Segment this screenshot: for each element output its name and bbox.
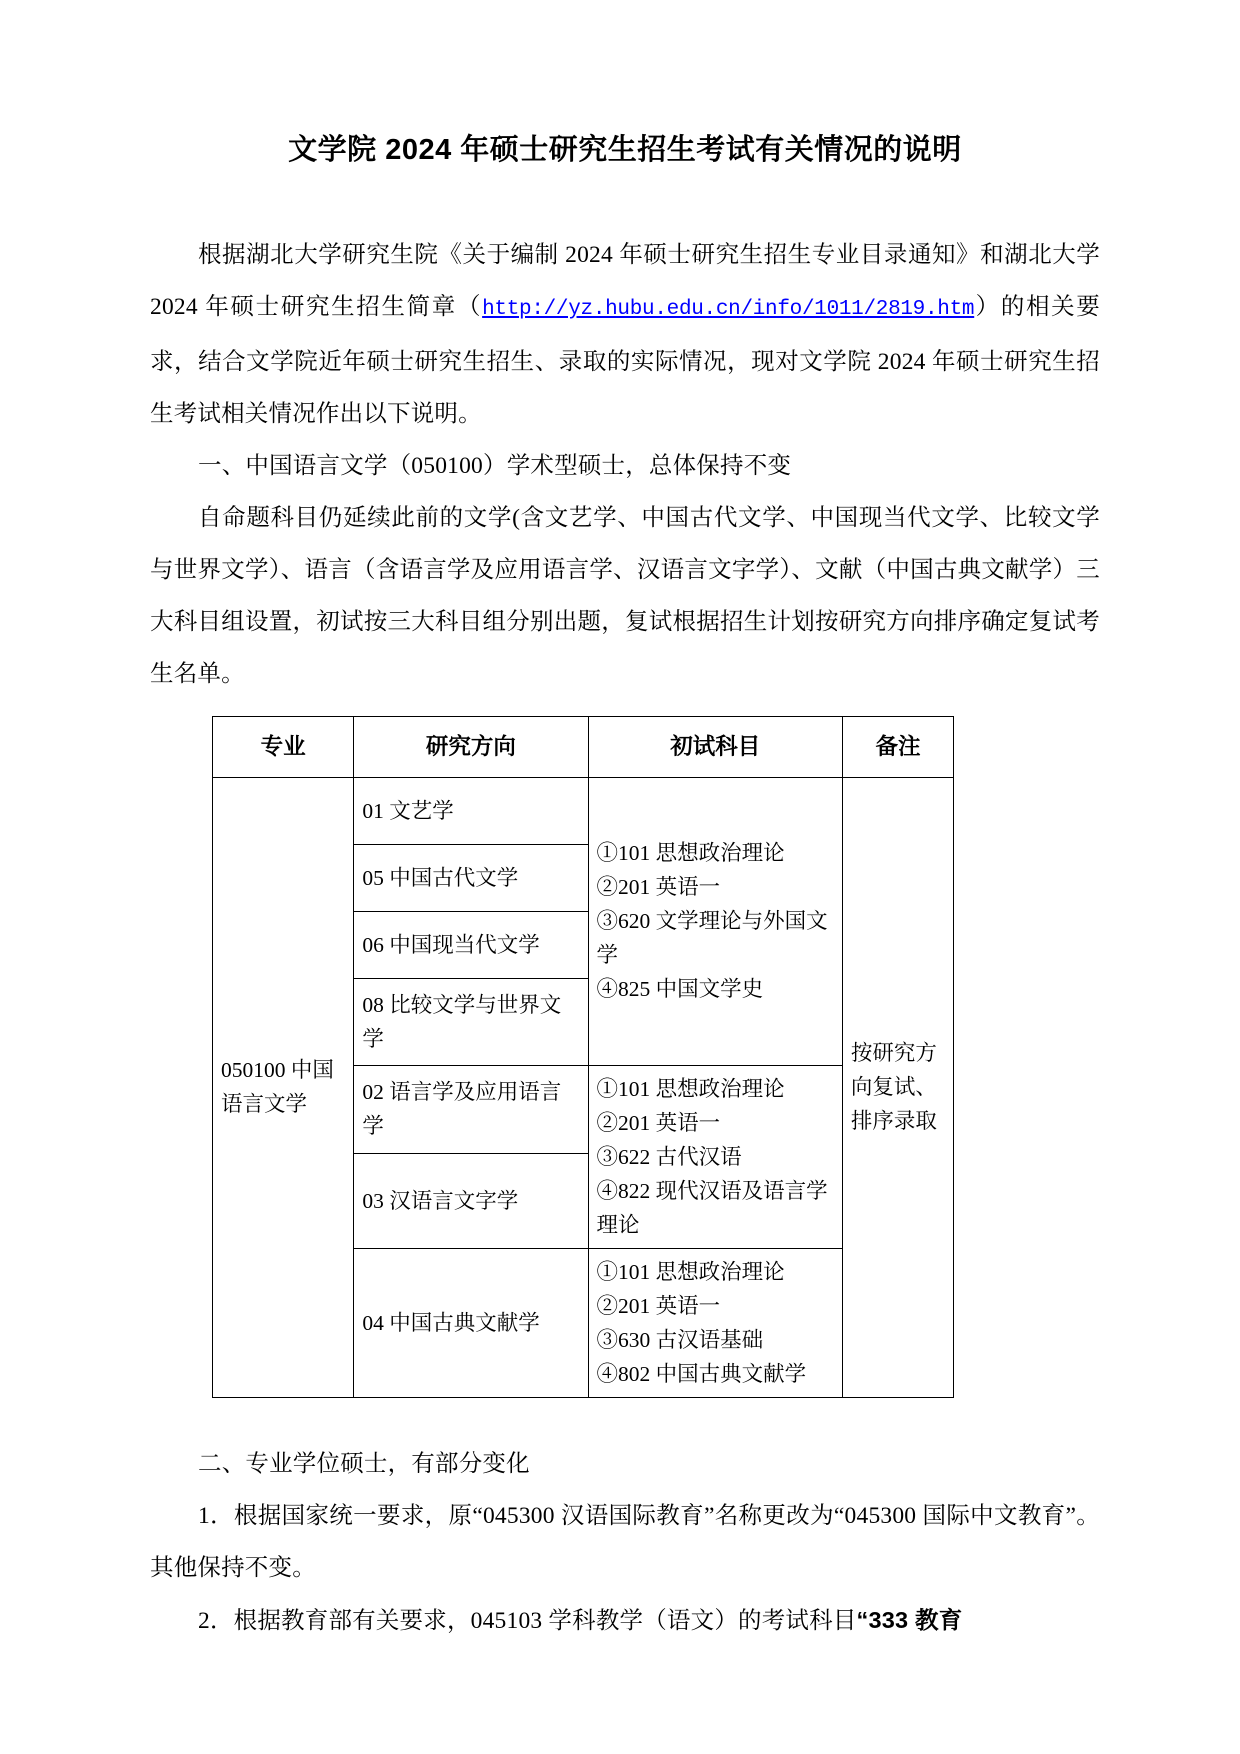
subject-line: ④825 中国文学史 bbox=[596, 977, 764, 1002]
table-header-row bbox=[213, 716, 954, 777]
direction-cell: 04 中国古典文献学 bbox=[354, 1248, 588, 1397]
subject-line: ①101 思想政治理论 bbox=[596, 1076, 785, 1101]
item-2-text: 2．根据教育部有关要求，045103 学科教学（语文）的考试科目 bbox=[198, 1607, 857, 1634]
page-title: 文学院 2024 年硕士研究生招生考试有关情况的说明 bbox=[288, 134, 962, 166]
column-header-major: 专业 bbox=[213, 716, 354, 777]
item-2-emphasis: “333 教育 bbox=[856, 1606, 963, 1633]
table-row bbox=[213, 777, 954, 844]
section-two-item-1: 1．根据国家统一要求，原“045300 汉语国际教育”名称更改为“045300 国际中文教育”。其他保持不变。 bbox=[150, 1502, 1100, 1581]
intro-text-after-link: ）的相关要求，结合文学院近年硕士研究生招生、录取的实际情况，现对文学院 2024 年硕士研究生招生考试相关情况作出以下说明。 bbox=[150, 293, 1101, 427]
subject-line: ④822 现代汉语及语言学理论 bbox=[596, 1178, 828, 1237]
section-one-heading: 一、中国语言文学（050100）学术型硕士，总体保持不变 bbox=[198, 452, 792, 479]
title-spacer bbox=[150, 171, 1100, 229]
subject-line: ①101 思想政治理论 bbox=[596, 841, 785, 866]
column-header-remark: 备注 bbox=[842, 716, 953, 777]
direction-cell: 08 比较文学与世界文学 bbox=[354, 978, 588, 1065]
subject-group-cell-2 bbox=[588, 1065, 842, 1248]
subject-group-cell-1 bbox=[588, 777, 842, 1065]
subject-line: ①101 思想政治理论 bbox=[596, 1259, 785, 1284]
majors-table bbox=[212, 716, 954, 1398]
direction-cell: 01 文艺学 bbox=[354, 777, 588, 844]
direction-cell: 06 中国现当代文学 bbox=[354, 911, 588, 978]
table-spacer bbox=[150, 1398, 1100, 1438]
section-two-item-2 bbox=[150, 1594, 1100, 1647]
subject-line: ②201 英语一 bbox=[596, 1293, 721, 1318]
subject-line: ②201 英语一 bbox=[596, 1110, 721, 1135]
subject-line: ②201 英语一 bbox=[596, 875, 721, 900]
major-name-cell: 050100 中国语言文学 bbox=[213, 777, 354, 1397]
direction-cell: 05 中国古代文学 bbox=[354, 844, 588, 911]
subject-line: ④802 中国古典文献学 bbox=[596, 1361, 807, 1386]
remark-cell: 按研究方向复试、排序录取 bbox=[842, 777, 953, 1397]
column-header-direction: 研究方向 bbox=[354, 716, 588, 777]
intro-text-before-link: 根据湖北大学研究生院《关于编制 2024 年硕士研究生招生专业目录通知》和湖北大学 2024 年硕士研究生招生简章（ bbox=[150, 241, 1100, 320]
subject-group-cell-3 bbox=[588, 1248, 842, 1397]
direction-cell: 02 语言学及应用语言学 bbox=[354, 1065, 588, 1153]
subject-line: ③620 文学理论与外国文学 bbox=[596, 909, 828, 968]
column-header-subjects: 初试科目 bbox=[588, 716, 842, 777]
section-two-heading: 二、专业学位硕士，有部分变化 bbox=[198, 1450, 530, 1477]
subject-line: ③630 古汉语基础 bbox=[596, 1327, 764, 1352]
subject-line: ③622 古代汉语 bbox=[596, 1144, 742, 1169]
admissions-brochure-link[interactable]: http://yz.hubu.edu.cn/info/1011/2819.htm bbox=[482, 297, 975, 321]
direction-cell: 03 汉语言文字学 bbox=[354, 1153, 588, 1248]
intro-paragraph bbox=[150, 229, 1100, 440]
section-one-body: 自命题科目仍延续此前的文学(含文艺学、中国古代文学、中国现当代文学、比较文学与世界文学）、语言（含语言学及应用语言学、汉语言文字学）、文献（中国古典文献学）三大科目组设置，初试按三大科目组分别出题，复试根据招生计划按研究方向排序确定复试考生名单。 bbox=[150, 504, 1100, 687]
